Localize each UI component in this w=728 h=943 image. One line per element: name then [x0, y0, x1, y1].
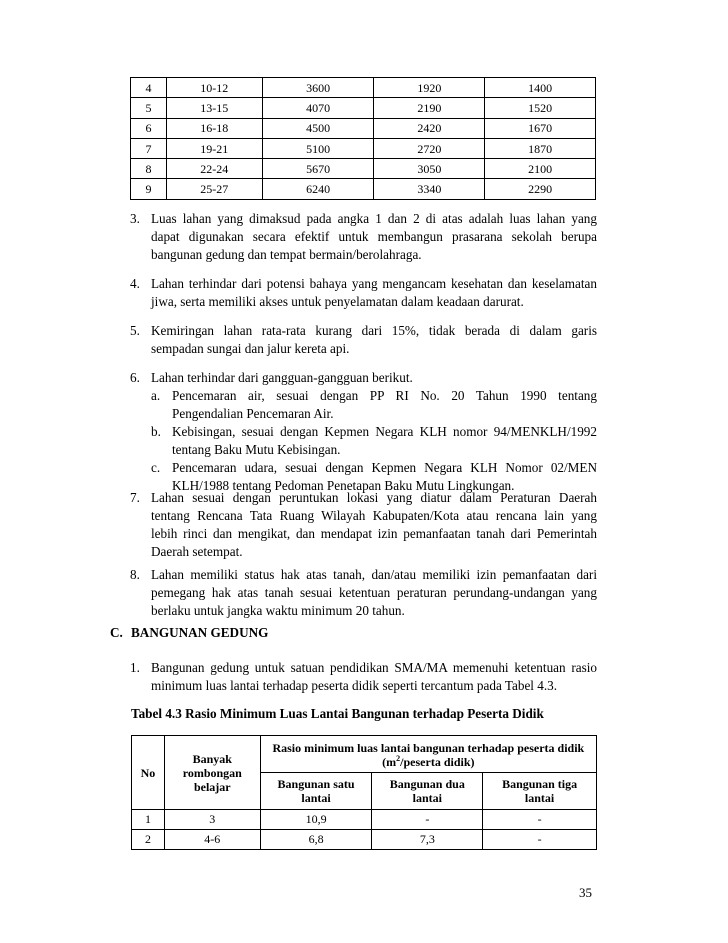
item-text-line: KLH/1988 tentang Pedoman Penetapan Baku Mutu Lingkungan.	[172, 478, 515, 493]
table-cell: 3050	[374, 159, 485, 179]
table-cell: 3600	[262, 78, 374, 98]
header-bangunan-tiga: Bangunan tiga lantai	[483, 773, 597, 810]
table-cell: 1	[132, 810, 165, 830]
table-cell: 8	[131, 159, 167, 179]
item-text-line: Pengendalian Pencemaran Air.	[172, 406, 334, 421]
item-text-line: lebih rinci dan mengikat, dan mendapat izin pemanfaatan tanah dari Pemerintah	[151, 526, 597, 541]
item-text-line: Pencemaran air, sesuai dengan PP RI No. 20 Tahun 1990 tentang	[172, 388, 597, 403]
item-text-line: Lahan terhindar dari gangguan-gangguan berikut.	[151, 370, 413, 385]
table-cell: 4500	[262, 118, 374, 138]
list-item-6	[130, 369, 597, 495]
table-row	[131, 138, 596, 158]
item-number: 3.	[130, 211, 140, 226]
table-cell: 4070	[262, 98, 374, 118]
item-text-line: Bangunan gedung untuk satuan pendidikan SMA/MA memenuhi ketentuan rasio	[151, 660, 597, 675]
table-cell: 10-12	[166, 78, 262, 98]
table-cell: -	[483, 810, 597, 830]
table-cell: 1670	[485, 118, 596, 138]
table-row	[131, 179, 596, 199]
list-item-c1	[130, 659, 597, 695]
list-item-8	[130, 566, 597, 620]
table-cell: 5	[131, 98, 167, 118]
item-number: 1.	[130, 660, 140, 675]
item-text-line: Lahan memiliki status hak atas tanah, dan/atau memiliki izin pemanfaatan dari	[151, 567, 597, 582]
table-cell: 4-6	[164, 830, 260, 850]
table-cell: 10,9	[260, 810, 372, 830]
list-item-4	[130, 275, 597, 311]
item-text-line: Lahan terhindar dari potensi bahaya yang mengancam kesehatan dan keselamatan	[151, 276, 597, 291]
sub-item-letter: a.	[151, 388, 161, 403]
table-cell: 2420	[374, 118, 485, 138]
table-caption: Tabel 4.3 Rasio Minimum Luas Lantai Bangunan terhadap Peserta Didik	[131, 706, 544, 721]
item-number: 6.	[130, 370, 140, 385]
item-number: 7.	[130, 490, 140, 505]
item-text-line: bangunan gedung dan tempat bermain/berolahraga.	[151, 247, 422, 262]
table-row	[132, 830, 597, 850]
header-banyak-rombongan: Banyak rombongan belajar	[164, 736, 260, 810]
item-number: 4.	[130, 276, 140, 291]
list-item-3	[130, 210, 597, 264]
table-cell: 2720	[374, 138, 485, 158]
item-text-line: tentang Rencana Tata Ruang Wilayah Kabupaten/Kota atau rencana lain yang	[151, 508, 597, 523]
table-cell: 25-27	[166, 179, 262, 199]
table-cell: 7	[131, 138, 167, 158]
table-cell: 4	[131, 78, 167, 98]
table-cell: 19-21	[166, 138, 262, 158]
item-text-line: tentang Baku Mutu Kebisingan.	[172, 442, 341, 457]
item-number: 8.	[130, 567, 140, 582]
sub-item-b	[151, 423, 597, 459]
table-cell: 2190	[374, 98, 485, 118]
table-cell: 3	[164, 810, 260, 830]
header-no: No	[132, 736, 165, 810]
header-bangunan-satu: Bangunan satu lantai	[260, 773, 372, 810]
table-cell: 22-24	[166, 159, 262, 179]
item-text-line: sempadan sungai dan jalur kereta api.	[151, 341, 350, 356]
table-header-row	[132, 736, 597, 773]
table-row	[132, 810, 597, 830]
item-text-line: Kebisingan, sesuai dengan Kepmen Negara KLH nomor 94/MENKLH/1992	[172, 424, 597, 439]
list-item-7	[130, 489, 597, 561]
section-label: C.	[110, 625, 123, 640]
table-cell: 5100	[262, 138, 374, 158]
table-cell: 13-15	[166, 98, 262, 118]
header-ratio-unit-sup: 2	[396, 754, 401, 763]
sub-item-letter: c.	[151, 460, 161, 475]
item-text-line: Daerah setempat.	[151, 544, 243, 559]
section-title: BANGUNAN GEDUNG	[131, 625, 269, 640]
table-cell: 2290	[485, 179, 596, 199]
table-cell: 1870	[485, 138, 596, 158]
item-text-line: Lahan sesuai dengan peruntukan lokasi yang diatur dalam Peraturan Daerah	[151, 490, 597, 505]
table-row	[131, 159, 596, 179]
table-cell: 5670	[262, 159, 374, 179]
table-cell: 3340	[374, 179, 485, 199]
item-text-line: dapat digunakan secara efektif untuk membangun prasarana sekolah berupa	[151, 229, 597, 244]
table-row	[131, 118, 596, 138]
header-ratio-line1: Rasio minimum luas lantai bangunan terhadap peserta didik	[272, 741, 585, 755]
item-text-line: Luas lahan yang dimaksud pada angka 1 dan 2 di atas adalah luas lahan yang	[151, 211, 597, 226]
item-text-line: berlaku untuk jangka waktu minimum 20 tahun.	[151, 603, 405, 618]
table-cell: -	[372, 810, 483, 830]
table-cell: 6,8	[260, 830, 372, 850]
header-ratio	[260, 736, 596, 773]
item-text-line: jiwa, serta memiliki akses untuk penyelamatan dalam keadaan darurat.	[151, 294, 524, 309]
sub-item-a	[151, 387, 597, 423]
table-cell: 16-18	[166, 118, 262, 138]
item-text-line: Kemiringan lahan rata-rata kurang dari 15%, tidak berada di dalam garis	[151, 323, 597, 338]
table-cell: 2100	[485, 159, 596, 179]
land-area-table	[130, 77, 596, 200]
table-cell: 1400	[485, 78, 596, 98]
table-cell: 7,3	[372, 830, 483, 850]
table-cell: 9	[131, 179, 167, 199]
table-row	[131, 98, 596, 118]
table-cell: 6	[131, 118, 167, 138]
item-text-line: minimum luas lantai terhadap peserta didik seperti tercantum pada Tabel 4.3.	[151, 678, 558, 693]
section-heading	[110, 625, 268, 641]
list-item-5	[130, 322, 597, 358]
sub-item-letter: b.	[151, 424, 161, 439]
page-number: 35	[579, 885, 592, 900]
item-text-line: pemegang hak atas tanah sesuai ketentuan peraturan perundang-undangan yang	[151, 585, 597, 600]
header-ratio-unit-a: (m	[382, 755, 397, 769]
ratio-table	[131, 735, 597, 850]
table-row	[131, 78, 596, 98]
header-bangunan-dua: Bangunan dua lantai	[372, 773, 483, 810]
table-cell: 1520	[485, 98, 596, 118]
header-ratio-unit-b: /peserta didik)	[400, 755, 475, 769]
table-cell: -	[483, 830, 597, 850]
item-text-line: Pencemaran udara, sesuai dengan Kepmen Negara KLH Nomor 02/MEN	[172, 460, 597, 475]
table-cell: 1920	[374, 78, 485, 98]
table-cell: 2	[132, 830, 165, 850]
item-number: 5.	[130, 323, 140, 338]
table-cell: 6240	[262, 179, 374, 199]
